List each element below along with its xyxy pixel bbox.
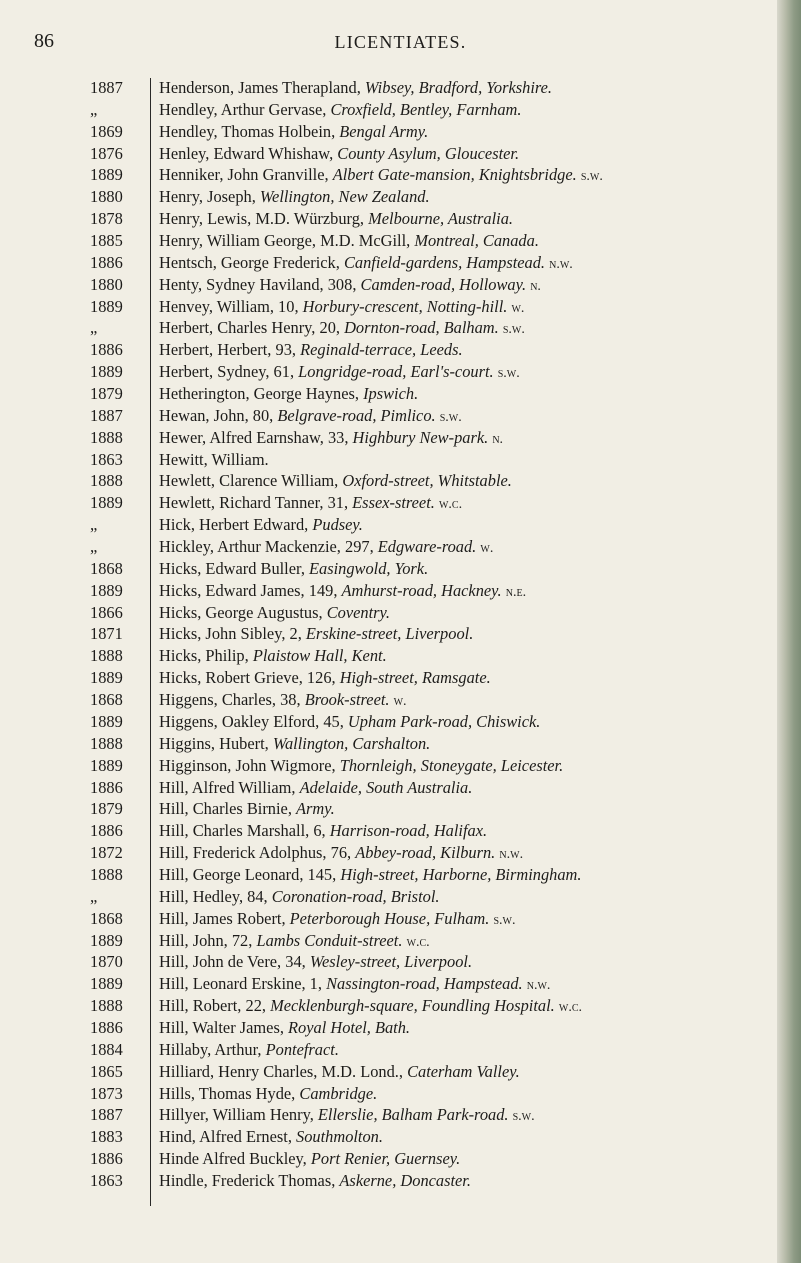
entry-year: 1888 [90,864,123,884]
entry-row [159,777,781,799]
entry-place: Thornleigh, Stoneygate, Leicester. [339,755,564,775]
entry-name: Hilliard, Henry Charles, M.D. Lond., [159,1061,408,1081]
entry-name: Hicks, Robert Grieve, 126, [159,668,340,688]
entry-place: Upham Park-road, Chiswick. [347,711,541,731]
entry-row [159,995,781,1017]
entry-place: Ipswich. [363,384,419,404]
entry-place: Harrison-road, Halifax. [329,821,488,841]
entry-place: Wellington, New Zealand. [259,187,430,207]
entry-place: Longridge-road, Earl's-court. [298,362,494,382]
entry-place: Oxford-street, Whitstable. [342,471,512,491]
entry-row [159,1170,781,1192]
entry-name: Hicks, John Sibley, 2, [159,624,306,644]
page-number: 86 [34,30,54,52]
entry-name: Henniker, John Granville, [159,165,333,185]
entry-name: Hentsch, George Frederick, [159,252,344,272]
entry-year: 1886 [90,777,123,797]
entry-year: 1889 [90,580,123,600]
entry-year: 1863 [90,1170,123,1190]
entry-year: 1880 [90,274,123,294]
entry-name: Hickley, Arthur Mackenzie, 297, [159,537,378,557]
entry-year: 1887 [90,1105,123,1125]
entry-name: Higgens, Oakley Elford, 45, [159,711,348,731]
entry-row [159,820,781,842]
entry-place: Melbourne, Australia. [368,209,514,229]
entry-year: 1888 [90,646,123,666]
running-title: LICENTIATES. [334,32,467,52]
entry-name: Henvey, William, 10, [159,296,303,316]
entry-row [159,689,781,711]
entry-place: Amhurst-road, Hackney. [341,580,502,600]
entry-year: 1886 [90,821,123,841]
entry-district: w.c. [438,497,463,513]
entry-district: s.w. [512,1109,535,1125]
entry-place: Pudsey. [312,515,363,535]
entry-name: Hewer, Alfred Earnshaw, 33, [159,427,353,447]
entry-name: Hillyer, William Henry, [159,1105,318,1125]
entry-row [159,1104,781,1126]
entry-place: Horbury-crescent, Notting-hill. [302,296,508,316]
entry-name: Hewitt, William. [159,449,269,469]
entry-place: Mecklenburgh-square, Foundling Hospital. [270,996,555,1016]
entry-name: Hewlett, Clarence William, [159,471,343,491]
entry-row [159,623,781,645]
entry-place: Bengal Army. [339,121,429,141]
entry-row [159,1148,781,1170]
entry-year: 1886 [90,340,123,360]
entry-row [159,252,781,274]
entry-row [159,580,781,602]
entry-place: Ellerslie, Balham Park-road. [317,1105,509,1125]
entry-district: s.w. [493,912,516,928]
entry-year: 1889 [90,755,123,775]
entry-row [159,427,781,449]
entry-name: Higgens, Charles, 38, [159,690,305,710]
entry-year: 1865 [90,1061,123,1081]
entry-row [159,1061,781,1083]
entry-name: Hill, John, 72, [159,930,257,950]
entry-name: Henderson, James Therapland, [159,78,365,97]
entry-district: w.c. [558,1000,582,1016]
entry-row [159,274,781,296]
entry-district: w. [511,300,525,316]
entry-district: n. [492,431,504,447]
entry-year: 1868 [90,908,123,928]
entry-district: n.w. [499,847,524,863]
entry-year: 1885 [90,231,123,251]
entry-row [159,842,781,864]
entry-place: High-street, Harborne, Birmingham. [340,864,582,884]
entry-place: Peterborough House, Fulham. [289,908,490,928]
entry-name: Henty, Sydney Haviland, 308, [159,274,361,294]
entry-year: 1889 [90,930,123,950]
entry-year: „ [90,515,98,535]
column-rule [150,78,151,1206]
entry-place: Army. [296,799,335,819]
entry-district: s.w. [439,409,462,425]
entry-place: Plaistow Hall, Kent. [252,646,387,666]
entry-row [159,121,781,143]
entry-name: Hill, Charles Marshall, 6, [159,821,330,841]
entry-row [159,864,781,886]
entry-year: 1889 [90,296,123,316]
entry-row [159,1126,781,1148]
entry-place: Belgrave-road, Pimlico. [277,405,436,425]
entry-year: „ [90,886,98,906]
entry-name: Hill, Robert, 22, [159,996,271,1016]
entry-name: Higgins, Hubert, [159,733,273,753]
entry-name: Hills, Thomas Hyde, [159,1083,300,1103]
entry-place: Lambs Conduit-street. [256,930,403,950]
entry-year: 1879 [90,384,123,404]
entry-name: Hewlett, Richard Tanner, 31, [159,493,353,513]
entry-row [159,908,781,930]
entry-name: Henry, William George, M.D. McGill, [159,231,415,251]
entry-row [159,99,781,121]
entry-row [159,951,781,973]
entry-row [159,733,781,755]
entry-name: Hill, Leonard Erskine, 1, [159,974,327,994]
entry-place: Caterham Valley. [407,1061,520,1081]
entry-year: 1871 [90,624,123,644]
entry-year: 1889 [90,165,123,185]
entry-row [159,1039,781,1061]
entry-row [159,470,781,492]
entry-year: 1889 [90,362,123,382]
entry-row [159,667,781,689]
entry-year: 1880 [90,187,123,207]
entry-row [159,973,781,995]
entry-place: Southmolton. [296,1127,383,1147]
entry-place: Port Renier, Guernsey. [310,1149,461,1169]
entry-place: Coventry. [326,602,390,622]
entry-year: 1889 [90,974,123,994]
entry-row [159,1017,781,1039]
entry-year: 1866 [90,602,123,622]
entry-name: Hicks, Edward James, 149, [159,580,342,600]
entry-year: 1887 [90,78,123,97]
entry-row [159,798,781,820]
entry-place: Pontefract. [265,1039,339,1059]
entry-place: Brook-street. [304,690,390,710]
entry-district: n.w. [549,256,573,272]
entry-year: 1876 [90,143,123,163]
entry-year: 1886 [90,252,123,272]
entry-row [159,317,781,339]
entry-name: Hindle, Frederick Thomas, [159,1170,340,1190]
entry-place: Royal Hotel, Bath. [288,1017,411,1037]
entry-name: Hill, George Leonard, 145, [159,864,341,884]
entry-row [159,514,781,536]
entry-name: Hicks, George Augustus, [159,602,327,622]
entry-year: „ [90,99,98,119]
entry-place: High-street, Ramsgate. [339,668,491,688]
entry-row [159,339,781,361]
entry-row [159,186,781,208]
entry-name: Hewan, John, 80, [159,405,278,425]
entry-year: 1884 [90,1039,123,1059]
entry-district: n.w. [526,978,551,994]
entry-row [159,383,781,405]
entry-year: 1869 [90,121,123,141]
entry-year: 1886 [90,1017,123,1037]
entry-place: Coronation-road, Bristol. [271,886,440,906]
entry-year: 1879 [90,799,123,819]
entry-name: Hick, Herbert Edward, [159,515,313,535]
entry-year: 1888 [90,733,123,753]
entry-name: Henry, Joseph, [159,187,260,207]
entry-district: w. [393,694,407,710]
entry-district: s.w. [580,169,603,185]
entry-row [159,164,781,186]
entry-year: 1889 [90,668,123,688]
entry-name: Hicks, Philip, [159,646,253,666]
entry-place: Adelaide, South Australia. [299,777,473,797]
entry-row [159,361,781,383]
entry-place: Nassington-road, Hampstead. [326,974,523,994]
entry-place: County Asylum, Gloucester. [337,143,520,163]
entry-year: 1863 [90,449,123,469]
entry-row [159,449,781,471]
entry-year: 1868 [90,690,123,710]
entry-place: Wallington, Carshalton. [272,733,431,753]
entry-row [159,755,781,777]
entry-year: 1870 [90,952,123,972]
entry-name: Hillaby, Arthur, [159,1039,266,1059]
entry-row [159,930,781,952]
entry-name: Hill, Alfred William, [159,777,300,797]
entry-name: Hetherington, George Haynes, [159,384,364,404]
entry-place: Askerne, Doncaster. [339,1170,471,1190]
entry-name: Herbert, Herbert, 93, [159,340,301,360]
entry-name: Hill, John de Vere, 34, [159,952,310,972]
entry-year: 1889 [90,493,123,513]
entry-row [159,143,781,165]
entry-district: s.w. [497,366,520,382]
entry-year: 1878 [90,209,123,229]
entry-place: Wibsey, Bradford, Yorkshire. [364,78,553,97]
entry-place: Reginald-terrace, Leeds. [300,340,463,360]
entry-row [159,558,781,580]
entry-place: Essex-street. [352,493,435,513]
entry-place: Dornton-road, Balham. [344,318,499,338]
entry-year: „ [90,318,98,338]
entry-name: Hendley, Arthur Gervase, [159,99,331,119]
entry-year: 1888 [90,427,123,447]
entry-year: 1868 [90,558,123,578]
entry-row [159,602,781,624]
entry-name: Hill, Charles Birnie, [159,799,297,819]
entry-district: w. [480,541,494,557]
entry-place: Easingwold, York. [309,558,429,578]
entry-place: Wesley-street, Liverpool. [309,952,473,972]
entry-year: 1888 [90,471,123,491]
entry-name: Hill, Hedley, 84, [159,886,272,906]
entry-row [159,492,781,514]
entry-year: 1886 [90,1149,123,1169]
entry-year: 1873 [90,1083,123,1103]
entries-column [159,77,781,1192]
entry-district: n.e. [505,584,527,600]
entry-name: Hicks, Edward Buller, [159,558,310,578]
entry-place: Highbury New-park. [352,427,489,447]
entry-name: Henry, Lewis, M.D. Würzburg, [159,209,369,229]
entry-row [159,886,781,908]
entry-name: Hinde Alfred Buckley, [159,1149,311,1169]
entry-district: w.c. [406,934,430,950]
entry-place: Montreal, Canada. [414,231,539,251]
entry-year: 1872 [90,843,123,863]
entry-place: Camden-road, Holloway. [360,274,527,294]
entry-name: Hind, Alfred Ernest, [159,1127,297,1147]
entry-row [159,77,781,99]
entry-name: Hill, James Robert, [159,908,290,928]
entry-place: Croxfield, Bentley, Farnham. [330,99,522,119]
years-column [90,77,145,1192]
entry-name: Herbert, Sydney, 61, [159,362,299,382]
entry-row [159,405,781,427]
entry-place: Edgware-road. [377,537,477,557]
entry-name: Henley, Edward Whishaw, [159,143,338,163]
entry-row [159,230,781,252]
page-header [0,30,801,60]
entry-row [159,645,781,667]
entry-place: Cambridge. [299,1083,378,1103]
entry-name: Herbert, Charles Henry, 20, [159,318,345,338]
entry-year: 1888 [90,996,123,1016]
entry-row [159,536,781,558]
entry-name: Hill, Walter James, [159,1017,289,1037]
entry-name: Higginson, John Wigmore, [159,755,340,775]
entry-year: 1883 [90,1127,123,1147]
entry-row [159,296,781,318]
entry-district: s.w. [502,322,525,338]
entry-name: Hill, Frederick Adolphus, 76, [159,843,356,863]
entry-year: „ [90,537,98,557]
entry-place: Albert Gate-mansion, Knightsbridge. [332,165,577,185]
entry-place: Abbey-road, Kilburn. [355,843,496,863]
entry-year: 1887 [90,405,123,425]
entry-year: 1889 [90,711,123,731]
entry-district: n. [530,278,541,294]
entry-row [159,711,781,733]
entry-row [159,208,781,230]
entry-place: Erskine-street, Liverpool. [305,624,474,644]
entry-name: Hendley, Thomas Holbein, [159,121,340,141]
entry-row [159,1083,781,1105]
entry-place: Canfield-gardens, Hampstead. [343,252,546,272]
